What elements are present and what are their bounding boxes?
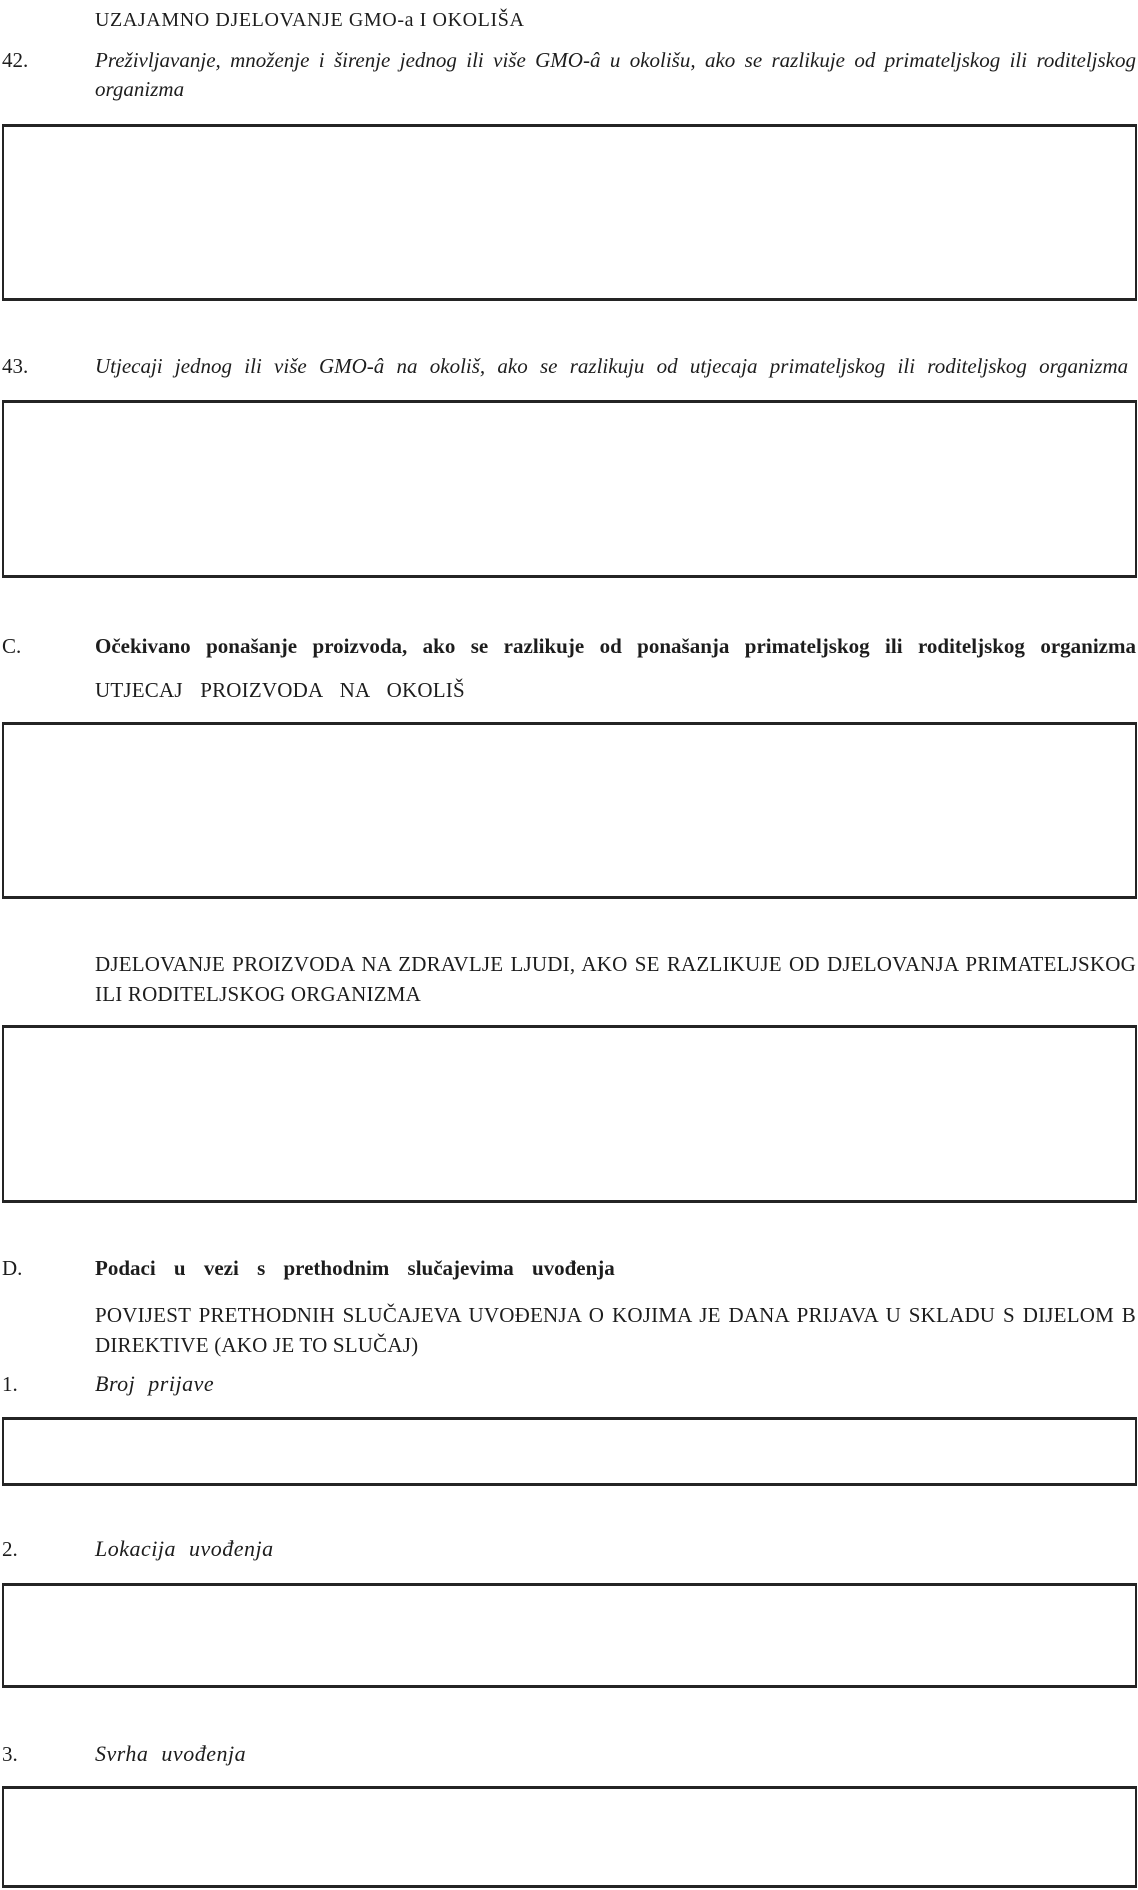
answer-box-c-environment <box>2 722 1137 899</box>
answer-box-43 <box>2 400 1137 578</box>
section-c-subheading-health: DJELOVANJE PROIZVODA NA ZDRAVLJE LJUDI, AKO SE RAZLIKUJE OD DJELOVANJA PRIMATELJSKOG ILI RODITELJSKOG ORGANIZMA <box>95 952 1136 1006</box>
answer-box-c-health <box>2 1025 1137 1203</box>
item-1-text: Broj prijave <box>95 1371 215 1396</box>
item-1-number: 1. <box>2 1372 18 1396</box>
section-d-heading: Podaci u vezi s prethodnim slučajevima uvođenja <box>95 1256 615 1280</box>
section-d-subheading: POVIJEST PRETHODNIH SLUČAJEVA UVOĐENJA O KOJIMA JE DANA PRIJAVA U SKLADU S DIJELOM B DIREKTIVE (AKO JE TO SLUČAJ) <box>95 1303 1136 1357</box>
answer-box-1 <box>2 1417 1137 1486</box>
answer-box-42 <box>2 124 1137 301</box>
section-c-heading: Očekivano ponašanje proizvoda, ako se razlikuje od ponašanja primateljskog ili roditeljskog organizma <box>95 634 1136 658</box>
section-c-subheading-environment: UTJECAJ PROIZVODA NA OKOLIŠ <box>95 678 465 702</box>
item-42-text: Preživljavanje, množenje i širenje jednog ili više GMO-â u okolišu, ako se razlikuje od primateljskog ili roditeljskog organizma <box>95 48 1136 101</box>
item-2-text: Lokacija uvođenja <box>95 1536 274 1561</box>
item-3-number: 3. <box>2 1742 18 1766</box>
answer-box-2 <box>2 1583 1137 1688</box>
section-c-letter: C. <box>2 634 22 658</box>
section-d-letter: D. <box>2 1256 23 1280</box>
item-43-number: 43. <box>2 354 29 378</box>
answer-box-3 <box>2 1786 1137 1888</box>
item-2-number: 2. <box>2 1537 18 1561</box>
page-title: UZAJAMNO DJELOVANJE GMO-a I OKOLIŠA <box>95 9 525 31</box>
item-43-text: Utjecaji jednog ili više GMO-â na okoliš, ako se razlikuju od utjecaja primateljskog ili roditeljskog organizma <box>95 354 1129 378</box>
item-42-number: 42. <box>2 48 29 72</box>
item-3-text: Svrha uvođenja <box>95 1741 247 1766</box>
